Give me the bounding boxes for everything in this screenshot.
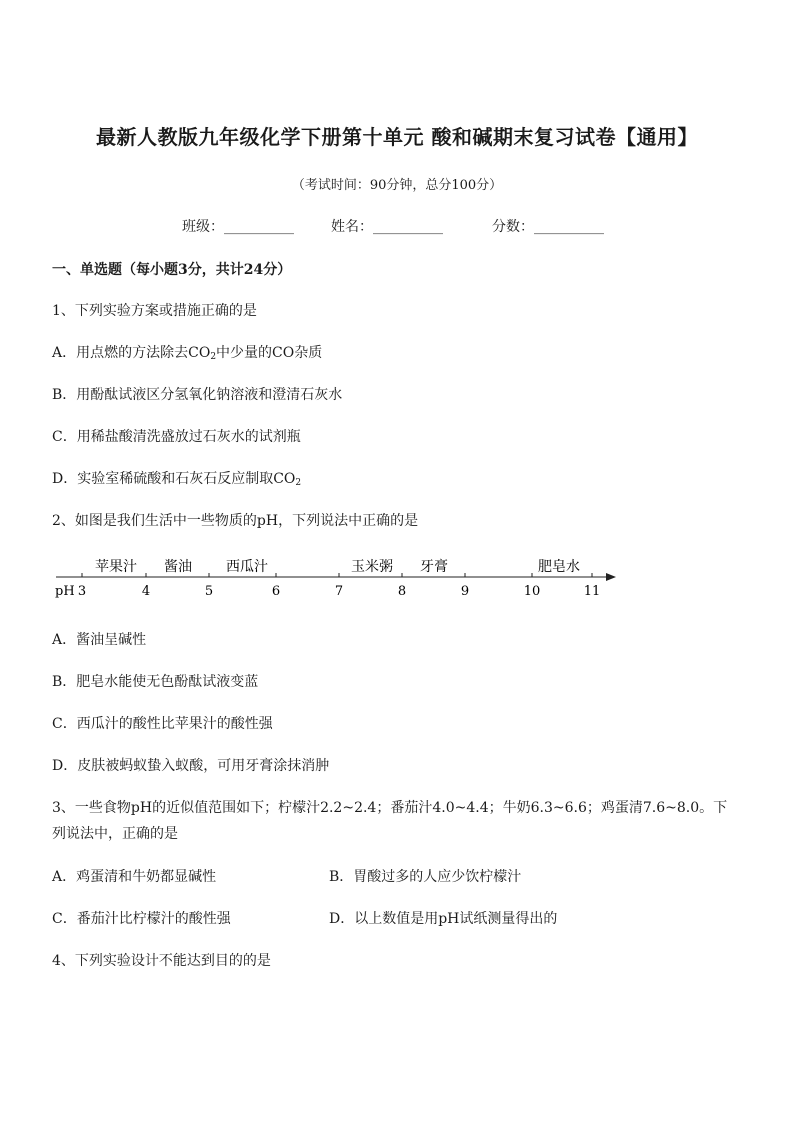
ph-tick-label: 8 [397,584,407,599]
question-2-option-a[interactable]: A．酱油呈碱性 [52,632,147,648]
subscript: 2 [210,352,217,362]
question-2-option-b[interactable]: B．肥皂水能使无色酚酞试液变蓝 [52,674,259,690]
question-1-stem: 1、下列实验方案或措施正确的是 [52,303,257,319]
question-4-stem: 4、下列实验设计不能达到目的的是 [52,953,271,969]
option-text: 中少量的CO杂质 [216,345,323,361]
question-3-option-d[interactable]: D．以上数值是用pH试纸测量得出的 [329,911,558,927]
substance-label: 玉米粥 [351,559,393,575]
question-3-option-a[interactable]: A．鸡蛋清和牛奶都显碱性 [52,869,217,885]
option-text: D．实验室稀硫酸和石灰石反应制取CO [52,471,296,487]
name-field[interactable]: 姓名：__________ [331,219,443,235]
subscript: 2 [295,478,302,488]
question-3-option-b[interactable]: B．胃酸过多的人应少饮柠檬汁 [329,869,522,885]
question-3-option-c[interactable]: C．番茄汁比柠檬汁的酸性强 [52,911,231,927]
page-title: 最新人教版九年级化学下册第十单元 酸和碱期末复习试卷【通用】 [96,125,698,149]
question-2-option-c[interactable]: C．西瓜汁的酸性比苹果汁的酸性强 [52,716,273,732]
ph-tick-label: 9 [460,584,470,599]
ph-tick-label: 10 [523,584,541,599]
arrow-icon [606,573,616,581]
question-1-option-d[interactable] [52,468,301,488]
class-field[interactable]: 班级：__________ [182,219,294,235]
substance-label: 西瓜汁 [226,559,268,575]
ph-tick-label: 4 [141,584,151,599]
question-3-stem-line1: 3、一些食物pH的近似值范围如下；柠檬汁2.2~2.4；番茄汁4.0~4.4；牛奶6.3~6.6；鸡蛋清7.6~8.0。下 [52,800,728,816]
ph-tick-label: 7 [334,584,344,599]
ph-tick-label: 6 [271,584,281,599]
question-1-option-c[interactable]: C．用稀盐酸清洗盛放过石灰水的试剂瓶 [52,429,301,445]
substance-label: 苹果汁 [95,559,137,575]
question-2-option-d[interactable]: D．皮肤被蚂蚁蛰入蚁酸，可用牙膏涂抹消肿 [52,758,330,774]
ph-ticks [82,573,592,577]
ph-axis-label: pH [55,584,75,599]
section-heading: 一、单选题（每小题3分，共计24分） [52,262,292,278]
ph-tick-label: 11 [583,584,601,599]
question-1-option-a[interactable] [52,342,322,362]
exam-time-note: （考试时间：90分钟，总分100分） [291,178,503,193]
question-3-stem-line2: 列说法中，正确的是 [52,826,178,842]
ph-tick-label: 3 [77,584,87,599]
substance-label: 牙膏 [420,559,448,575]
substance-label: 酱油 [164,559,192,575]
question-2-stem: 2、如图是我们生活中一些物质的pH，下列说法中正确的是 [52,513,419,529]
option-text: A．用点燃的方法除去CO [52,345,211,361]
ph-scale-figure [50,552,630,604]
ph-tick-label: 5 [204,584,214,599]
substance-label: 肥皂水 [538,559,580,575]
score-field[interactable]: 分数：__________ [492,219,604,235]
question-1-option-b[interactable]: B．用酚酞试液区分氢氧化钠溶液和澄清石灰水 [52,387,343,403]
